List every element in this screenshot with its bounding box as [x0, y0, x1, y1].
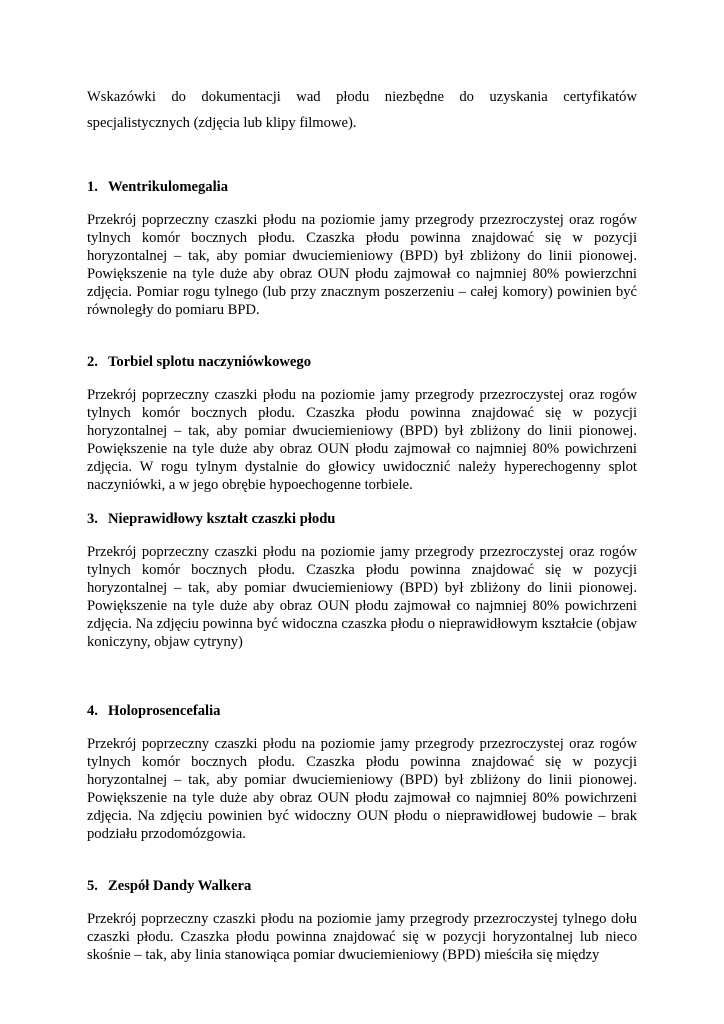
section-title: Zespół Dandy Walkera	[108, 878, 252, 894]
section-title: Torbiel splotu naczyniówkowego	[108, 354, 311, 370]
section-number: 2.	[87, 354, 98, 370]
section-5	[87, 877, 637, 964]
section-body: Przekrój poprzeczny czaszki płodu na poziomie jamy przegrody przezroczystej oraz rogów tylnych komór bocznych płodu. Czaszka płodu powinna znajdować się w pozycji horyzontalnej – tak, aby pomiar dwuciemieniowy (BPD) był zbliżony do linii pionowej. Powiększenie na tyle duże aby obraz OUN płodu zajmował co najmniej 80% powichrzeni zdjęcia. Na zdjęciu powinien być widoczny OUN płodu o nieprawidłowej budowie – brak podziału przodomózgowia.	[87, 736, 637, 842]
section-title: Wentrikulomegalia	[108, 179, 228, 195]
section-4	[87, 702, 637, 843]
section-heading	[87, 877, 637, 895]
section-heading	[87, 353, 637, 371]
section-body: Przekrój poprzeczny czaszki płodu na poziomie jamy przegrody przezroczystej oraz rogów tylnych komór bocznych płodu. Czaszka płodu powinna znajdować się w pozycji horyzontalnej – tak, aby pomiar dwuciemieniowy (BPD) był zbliżony do linii pionowej. Powiększenie na tyle duże aby obraz OUN płodu zajmował co najmniej 80% powierzchni zdjęcia. Pomiar rogu tylnego (lub przy znacznym poszerzeniu – całej komory) powinien być równoległy do pomiaru BPD.	[87, 212, 637, 318]
section-number: 1.	[87, 179, 98, 195]
section-body: Przekrój poprzeczny czaszki płodu na poziomie jamy przegrody przezroczystej oraz rogów tylnych komór bocznych płodu. Czaszka płodu powinna znajdować się w pozycji horyzontalnej – tak, aby pomiar dwuciemieniowy (BPD) był zbliżony do linii pionowej. Powiększenie na tyle duże aby obraz OUN płodu zajmował co najmniej 80% powichrzeni zdjęcia. Na zdjęciu powinna być widoczna czaszka płodu o nieprawidłowym kształcie (objaw koniczyny, objaw cytryny)	[87, 544, 637, 650]
section-1	[87, 178, 637, 319]
section-number: 5.	[87, 878, 98, 894]
section-body: Przekrój poprzeczny czaszki płodu na poziomie jamy przegrody przezroczystej tylnego dołu czaszki płodu. Czaszka płodu powinna znajdować się w pozycji horyzontalnej lub nieco skośnie – tak, aby linia stanowiąca pomiar dwuciemieniowy (BPD) mieściła się między	[87, 911, 637, 963]
section-heading	[87, 178, 637, 196]
section-title: Nieprawidłowy kształt czaszki płodu	[108, 511, 336, 527]
section-number: 4.	[87, 703, 98, 719]
section-title: Holoprosencefalia	[108, 703, 221, 719]
intro-paragraph: Wskazówki do dokumentacji wad płodu niezbędne do uzyskania certyfikatów specjalistycznych (zdjęcia lub klipy filmowe).	[87, 89, 637, 131]
section-2	[87, 353, 637, 494]
section-heading	[87, 510, 637, 528]
section-body: Przekrój poprzeczny czaszki płodu na poziomie jamy przegrody przezroczystej oraz rogów tylnych komór bocznych płodu. Czaszka płodu powinna znajdować się w pozycji horyzontalnej – tak, aby pomiar dwuciemieniowy (BPD) był zbliżony do linii pionowej. Powiększenie na tyle duże aby obraz OUN płodu zajmował co najmniej 80% powichrzeni zdjęcia. W rogu tylnym dystalnie do głowicy uwidocznić należy hyperechogenny splot naczyniówki, a w jego obrębie hypoechogenne torbiele.	[87, 387, 637, 493]
section-heading	[87, 702, 637, 720]
section-3	[87, 510, 637, 651]
section-number: 3.	[87, 511, 98, 527]
document-page	[87, 84, 637, 964]
